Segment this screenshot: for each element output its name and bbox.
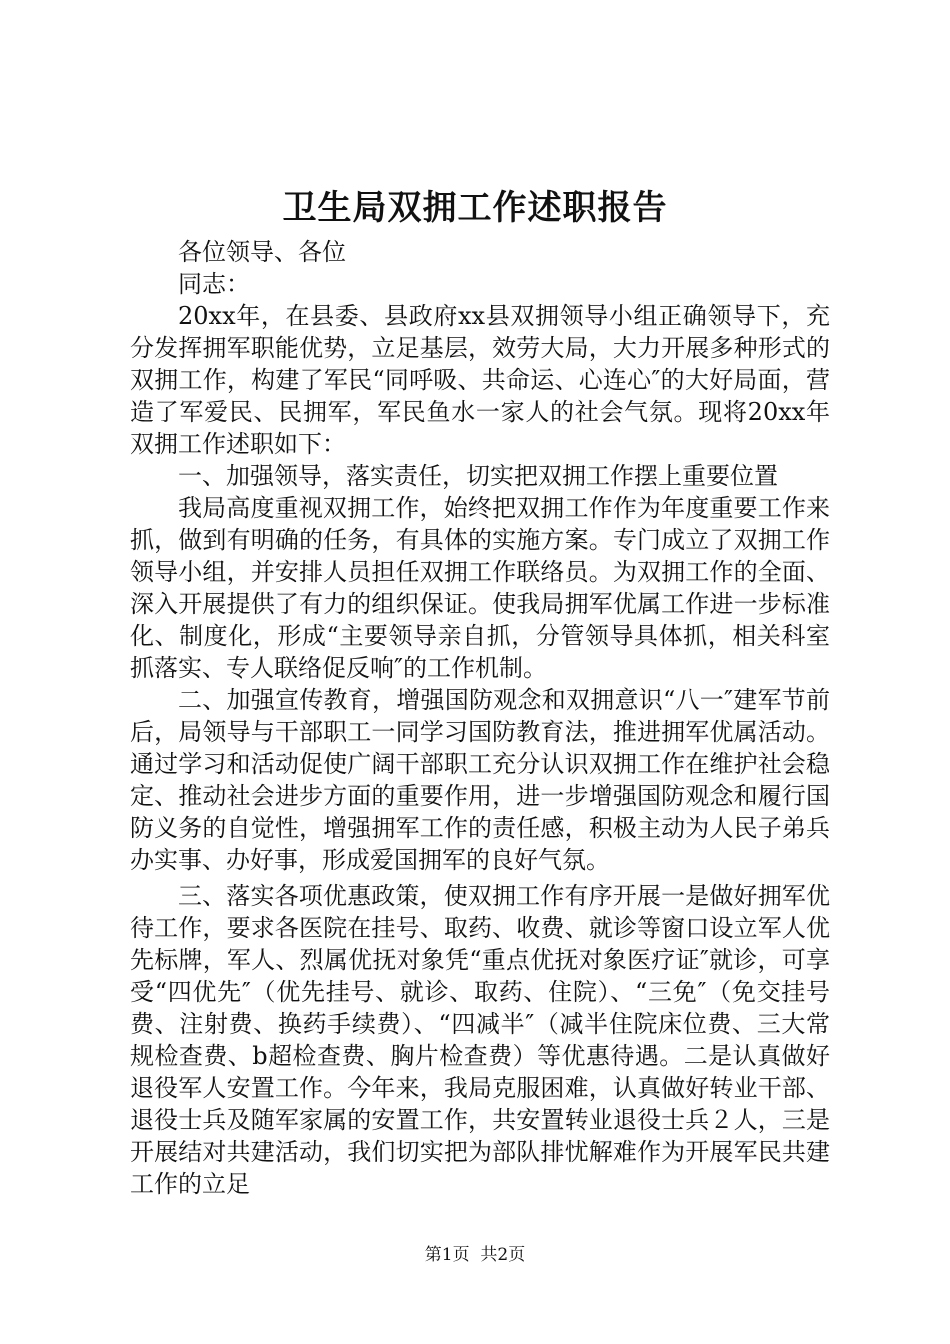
page-number: 第1页 (424, 1245, 470, 1265)
paragraph-section-2: 二、加强宣传教育，增强国防观念和双拥意识“八一″建军节前后，局领导与干部职工一同学习国防教育法，推进拥军优属活动。通过学习和活动促使广阔干部职工充分认识双拥工作在维护社会稳定、推动社会进步方面的重要作用，进一步增强国防观念和履行国防义务的自觉性，增强拥军工作的责任感，积极主动为人民子弟兵办实事、办好事，形成爱国拥军的良好气氛。 (130, 686, 830, 874)
salutation-line: 各位领导、各位 (178, 238, 346, 266)
paragraph-section-1: 我局高度重视双拥工作，始终把双拥工作作为年度重要工作来抓，做到有明确的任务，有具体的实施方案。专门成立了双拥工作领导小组，并安排人员担任双拥工作联络员。为双拥工作的全面、深入开展提供了有力的组织保证。使我局拥军优属工作进一步标准化、制度化，形成“主要领导亲自抓，分管领导具体抓，相关科室抓落实、专人联络促反响″的工作机制。 (130, 494, 830, 682)
paragraph-intro: 20xx年，在县委、县政府xx县双拥领导小组正确领导下，充分发挥拥军职能优势，立足基层，效劳大局，大力开展多种形式的双拥工作，构建了军民“同呼吸、共命运、心连心″的大好局面，营造了军爱民、民拥军，军民鱼水一家人的社会气氛。现将20xx年双拥工作述职如下： (130, 302, 830, 458)
page-total: 共2页 (480, 1245, 526, 1265)
salutation-line: 同志： (178, 270, 250, 298)
page-footer (0, 1244, 950, 1266)
document-title: 卫生局双拥工作述职报告 (282, 188, 668, 228)
document-body (130, 236, 830, 1200)
paragraph-section-3: 三、落实各项优惠政策，使双拥工作有序开展一是做好拥军优待工作，要求各医院在挂号、取药、收费、就诊等窗口设立军人优先标牌，军人、烈属优抚对象凭“重点优抚对象医疗证″就诊，可享受“四优先″（优先挂号、就诊、取药、住院）、“三免″（免交挂号费、注射费、换药手续费）、“四减半″（减半住院床位费、三大常规检查费、b超检查费、胸片检查费）等优惠待遇。二是认真做好退役军人安置工作。今年来，我局克服困难，认真做好转业干部、退役士兵及随军家属的安置工作，共安置转业退役士兵２人，三是开展结对共建活动，我们切实把为部队排忧解难作为开展军民共建工作的立足 (130, 882, 830, 1198)
section-heading-1: 一、加强领导，落实责任，切实把双拥工作摆上重要位置 (178, 462, 778, 490)
